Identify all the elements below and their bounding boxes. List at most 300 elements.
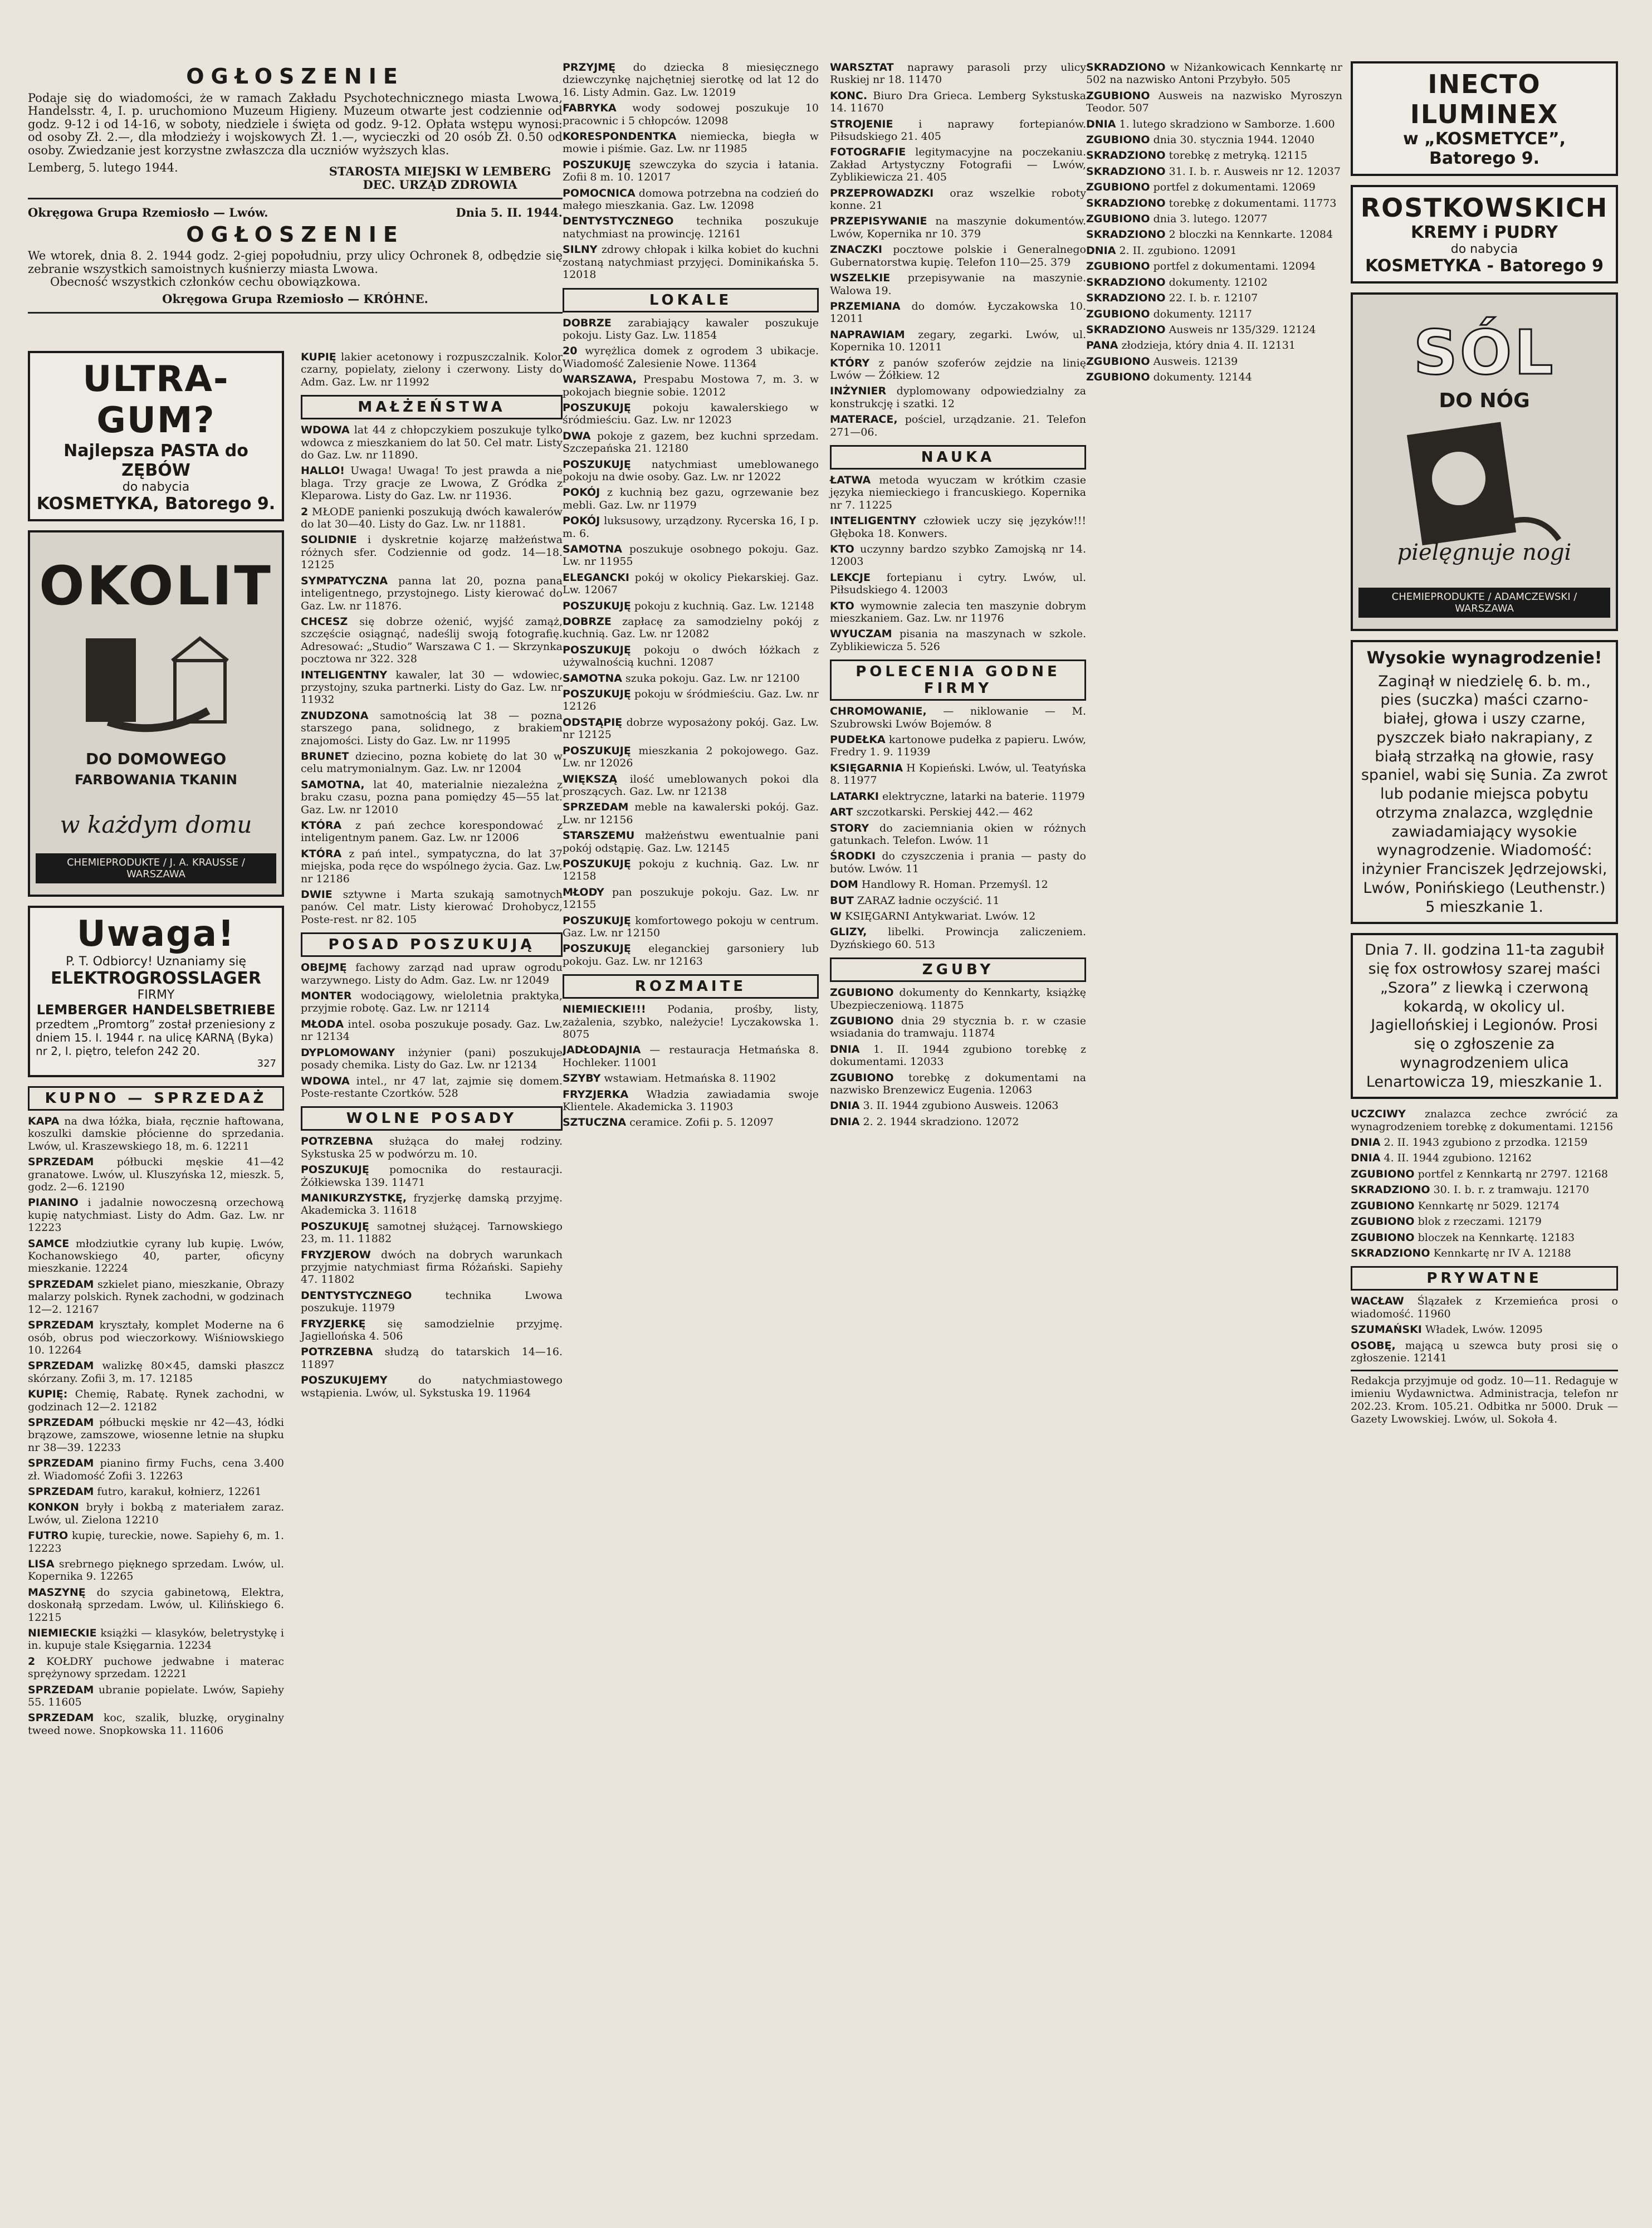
classified-keyword: STARSZEMU — [563, 829, 635, 842]
classified-text: książki — klasyków, beletrystykę i in. kupuje stale Księgarnia. 12234 — [28, 1627, 284, 1652]
classified-text: dyplomowany odpowiedzialny za konstrukcję i szatki. 12 — [830, 385, 1086, 410]
classified-ad — [830, 90, 1086, 115]
classified-ad — [563, 745, 819, 770]
notice-signature: Okręgowa Grupa Rzemiosło — KRÓHNE. — [162, 291, 428, 306]
classified-text: elektryczne, latarki na baterie. 11979 — [878, 790, 1085, 803]
classified-keyword: KUPIĘ — [301, 351, 336, 363]
classified-text: półbucki męskie 41—42 granatowe. Lwów, ul. Kluszyńska 12, mieszk. 5, godz. 2—6. 12190 — [28, 1156, 284, 1194]
fox-body: Dnia 7. II. godzina 11-ta zagubił się fox ostrowłosy szarej maści „Szora” z liewką i czerwoną kokardą, w okolicy ul. Jagiellońskiej i Legionów. Prosi się o zgłoszenie za wynagrodzeniem ulica Lenartowicza 19, mieszkanie 1. — [1365, 941, 1604, 1091]
classified-text: kawaler, lat 30 — wdowiec, przystojny, szuka partnerki. Listy do Gaz. Lw. nr 11932 — [301, 668, 563, 706]
classified-ad — [1086, 149, 1342, 162]
classified-text: pianino firmy Fuchs, cena 3.400 zł. Wiadomość Zofii 3. 12263 — [28, 1457, 284, 1482]
classified-text: do szycia gabinetową, Elektra, doskonałą sprzedam. Lwów, ul. Kilińskiego 6. 12215 — [28, 1586, 284, 1624]
classified-keyword: CHCESZ — [301, 615, 348, 628]
classified-text: MŁODE panienki poszukują dwóch kawalerów do lat 30—40. Listy do Gaz. Lw. nr 11881. — [301, 505, 563, 531]
ad-sol — [1351, 292, 1618, 631]
classified-text: fryzjerkę damską przyjmę. Akademicka 3. 11618 — [301, 1191, 563, 1217]
notice-body: Podaje się do wiadomości, że w ramach Zakładu Psychotechnicznego miasta Lwowa, Handelsstr. 4, I. p. uruchomiono Muzeum Higieny. Muzeum otwarte jest codziennie od godz. 9-12 i od 14-16, w soboty, niedziele i święta od godz. 9-12. Opłata wstępu wynosi: od osoby Zł. 2.—, dla młodzieży i wojskowych Zł. 1.—, wycieczki od 20 osób Zł. 0.50 od osoby. Zwiedzanie jest korzystne zwłaszcza dla uczniów wyższych klas. — [28, 91, 563, 157]
lokale-list — [563, 317, 819, 968]
classified-ad — [830, 272, 1086, 297]
malzenstwa-list — [301, 424, 563, 926]
classified-keyword: 20 — [563, 345, 578, 358]
classified-ad — [1086, 355, 1342, 368]
classified-keyword: SKRADZIONO — [1086, 61, 1166, 74]
classified-text: walizkę 80×45, damski płaszcz skórzany. Zofii 3, m. 17. 12185 — [28, 1360, 284, 1385]
classified-keyword: SPRZEDAM — [28, 1712, 94, 1724]
classified-text: wyrężlica domek z ogrodem 3 ubikacje. Wiadomość Zalesienie Nowe. 11364 — [563, 345, 819, 370]
classified-text: się dobrze ożenić, wyjść zamąż, szczęście osiągnąć, nadeślij swoją fotografię. Adresować: „Studio” Warszawa C 1. — Skrzynka pocztowa nr 322. 328 — [301, 615, 563, 666]
classified-text: wodociągowy, wieloletnia praktyka, przyjmie robotę. Gaz. Lw. nr 12114 — [301, 990, 563, 1015]
classified-ad — [830, 474, 1086, 511]
classified-ad — [563, 515, 819, 540]
classified-text: torebkę z metryką. 12115 — [1165, 149, 1308, 162]
classified-text: Uwaga! Uwaga! To jest prawda a nie blaga. Trzy gracje ze Lwowa, Z Gródka z Kleparowa. Listy do Gaz. Lw. nr 11936. — [301, 465, 563, 502]
classified-keyword: POSZUKUJĘ — [301, 1164, 369, 1176]
classified-keyword: DNIA — [1086, 244, 1116, 257]
ad-line: FARBOWANIA TKANIN — [75, 772, 237, 788]
classified-ad — [563, 458, 819, 483]
notice-note: Obecność wszystkich członków cechu obowiązkowa. — [50, 275, 361, 289]
classified-text: technika Lwowa poszukuje. 11979 — [301, 1289, 563, 1315]
nauka-list — [830, 474, 1086, 653]
classified-ad — [301, 1192, 563, 1217]
classified-keyword: DNIA — [830, 1100, 860, 1112]
classified-keyword: KTÓRA — [301, 847, 342, 860]
classified-ad — [830, 215, 1086, 240]
classified-ad — [28, 1115, 284, 1152]
ad-line: do nabycia — [122, 480, 190, 494]
classified-keyword: INTELIGENTNY — [830, 515, 917, 527]
classified-keyword: FRYZJEROW — [301, 1248, 371, 1261]
classified-keyword: ZGUBIONO — [830, 1014, 894, 1027]
classified-ad — [830, 1072, 1086, 1097]
classified-keyword: KONC. — [830, 89, 868, 102]
section-zguby: ZGUBY — [830, 957, 1086, 982]
zguby-list — [830, 986, 1086, 1128]
classified-keyword: JADŁODAJNIA — [563, 1044, 641, 1057]
classified-keyword: ZGUBIONO — [1086, 89, 1150, 102]
classified-text: znalazca zechce zwrócić za wynagrodzeniem torebkę z dokumentami. 12156 — [1351, 1108, 1618, 1133]
classified-keyword: PRZEMIANA — [830, 300, 901, 312]
classified-keyword: LEKCJE — [830, 571, 871, 584]
editorial-footer: Redakcja przyjmuje od godz. 10—11. Redaguje w imieniu Wydawnictwa. Administracja, telefon nr 202.23. Krom. 105.21. Odbitka nr 5000. Druk — Gazety Lwowskiej. Lwów, ul. Sokoła 4. — [1351, 1370, 1618, 1425]
section-lokale: LOKALE — [563, 288, 819, 312]
classified-ad — [301, 710, 563, 747]
classified-ad — [301, 819, 563, 844]
classified-keyword: POSZUKUJĘ — [563, 158, 631, 171]
classified-ad — [830, 571, 1086, 597]
notice-title: OGŁOSZENIE — [186, 222, 404, 247]
classified-ad — [1351, 1340, 1618, 1365]
classified-keyword: DENTYSTYCZNEGO — [563, 215, 674, 228]
classified-text: ilość umeblowanych pokoi dla proszących. Gaz. Lw. nr 12138 — [563, 773, 819, 798]
ad-line: FIRMY — [137, 988, 175, 1002]
notice-museum — [28, 65, 563, 191]
classified-text: i dyskretnie kojarzę małżeństwa różnych sfer. Codziennie od godz. 14—18. 12125 — [301, 534, 563, 571]
classified-ad — [830, 357, 1086, 382]
divider — [28, 198, 563, 199]
notice-header-right: Dnia 5. II. 1944. — [456, 206, 563, 220]
classified-ad — [301, 1249, 563, 1286]
classified-text: małżeństwu ewentualnie pani pokój odstąpię. Gaz. Lw. 12145 — [563, 829, 819, 854]
classified-ad — [830, 926, 1086, 951]
classified-text: intel. osoba poszukuje posady. Gaz. Lw. nr 12134 — [301, 1018, 563, 1043]
classified-ad — [1086, 260, 1342, 272]
classified-keyword: SKRADZIONO — [1086, 323, 1166, 336]
ad-line: KOSMETYKA - Batorego 9 — [1365, 256, 1604, 276]
classified-keyword: NIEMIECKIE — [28, 1627, 97, 1640]
classified-keyword: SPRZEDAM — [28, 1683, 94, 1696]
classified-text: kupię, tureckie, nowe. Sapiehy 6, m. 1. 12223 — [28, 1530, 284, 1555]
notice-header-left: Okręgowa Grupa Rzemiosło — Lwów. — [28, 206, 268, 220]
classified-keyword: MANIKURZYSTKĘ, — [301, 1191, 407, 1204]
classified-ad — [563, 858, 819, 883]
classified-keyword: INŻYNIER — [830, 385, 887, 398]
classified-keyword: KONKON — [28, 1501, 79, 1514]
classified-keyword: BUT — [830, 894, 854, 907]
classified-text: dnia 30. stycznia 1944. 12040 — [1150, 134, 1315, 146]
classified-text: szkielet piano, mieszkanie, Obrazy malarzy polskich. Rynek zachodni, w godzinach 12—2. 12167 — [28, 1278, 284, 1316]
classified-ad — [28, 1486, 284, 1498]
classified-keyword: MŁODY — [563, 886, 604, 898]
classified-keyword: 2 — [301, 505, 309, 518]
classified-keyword: ZGUBIONO — [1351, 1199, 1415, 1212]
classified-text: komfortowego pokoju w centrum. Gaz. Lw. nr 12150 — [563, 914, 819, 939]
warsztat-list — [830, 61, 1086, 438]
classified-text: pokoju z kuchnią. Gaz. Lw. nr 12158 — [563, 857, 819, 883]
classified-ad — [301, 779, 563, 816]
classified-text: portfel z Kennkartą nr 2797. 12168 — [1414, 1167, 1608, 1180]
ad-inecto — [1351, 61, 1618, 176]
sub-column-malzenstwa — [301, 351, 563, 1403]
classified-text: — restauracja Hetmańska 8. Hochleker. 11001 — [563, 1044, 819, 1069]
classified-ad — [830, 1116, 1086, 1128]
section-posad: POSAD POSZUKUJĄ — [301, 932, 563, 957]
classified-text: wstawiam. Hetmańska 8. 11902 — [600, 1072, 776, 1085]
classified-keyword: ZGUBIONO — [1351, 1215, 1415, 1228]
classified-keyword: FRYZJERKA — [563, 1088, 629, 1101]
classified-keyword: SPRZEDAM — [28, 1416, 94, 1429]
classified-keyword: POSZUKUJĘ — [563, 744, 631, 757]
classified-ad — [301, 1374, 563, 1399]
classified-ad — [1086, 134, 1342, 146]
classified-text: meble na kawalerski pokój. Gaz. Lw. nr 12156 — [563, 801, 819, 826]
lokale-top-list — [563, 61, 819, 281]
sub-column-ads — [28, 351, 284, 1740]
classified-text: intel., nr 47 lat, zajmie się domem. Poste-restante Czortków. 528 — [301, 1074, 563, 1100]
classified-ad — [830, 628, 1086, 653]
classified-keyword: KUPIĘ: — [28, 1388, 68, 1401]
classified-ad — [1086, 245, 1342, 257]
classified-keyword: PANA — [1086, 339, 1118, 352]
classified-keyword: SKRADZIONO — [1351, 1184, 1430, 1196]
classified-ad — [563, 402, 819, 427]
classified-text: srebrnego pięknego sprzedam. Lwów, ul. Kopernika 9. 12265 — [28, 1558, 284, 1583]
section-polecenia: POLECENIA GODNE FIRMY — [830, 659, 1086, 701]
ad-line: w „KOSMETYCE”, Batorego 9. — [1403, 129, 1566, 168]
ad-line: P. T. Odbiorcy! Uznaniamy się — [65, 955, 247, 969]
classified-keyword: PRZYJMĘ — [563, 61, 616, 74]
classified-text: koc, szalik, bluzkę, oryginalny tweed nowe. Snopkowska 11. 11606 — [28, 1712, 284, 1737]
classified-ad — [563, 486, 819, 511]
classified-text: KSIĘGARNI Antykwariat. Lwów. 12 — [841, 910, 1036, 922]
fox-notice — [1351, 933, 1618, 1099]
classified-keyword: KTO — [830, 599, 854, 612]
classified-ad — [28, 1627, 284, 1652]
classified-ad — [301, 1047, 563, 1072]
classified-keyword: SKRADZIONO — [1086, 197, 1166, 209]
classified-keyword: BRUNET — [301, 750, 349, 763]
classified-text: oraz wszelkie roboty konne. 21 — [830, 187, 1086, 212]
ad-okolit — [28, 530, 284, 897]
classified-keyword: DNIA — [1351, 1136, 1381, 1149]
classified-ad — [563, 716, 819, 741]
classified-ad — [563, 61, 819, 99]
classified-text: futro, karakuł, kołnierz, 12261 — [94, 1485, 262, 1498]
classified-ad — [1351, 1232, 1618, 1244]
classified-keyword: ZGUBIONO — [1086, 307, 1150, 320]
classified-text: zdrowy chłopak i kilka kobiet do kuchni zostaną natychmiast przyjęci. Dominikańska 5. 12018 — [563, 243, 819, 281]
classified-keyword: SKRADZIONO — [1086, 292, 1166, 305]
classified-text: Władzia zawiadamia swoje Klientele. Akademicka 3. 11903 — [563, 1088, 819, 1113]
classified-ad — [301, 465, 563, 502]
classified-text: panna lat 20, pozna pana inteligentnego, przystojnego. Listy kierować do Gaz. Lw. nr 11876. — [301, 574, 563, 612]
classified-ad — [563, 829, 819, 854]
classified-text: ceramice. Zofii p. 5. 12097 — [626, 1116, 774, 1129]
polecenia-list — [830, 705, 1086, 951]
notice-title: OGŁOSZENIE — [186, 64, 404, 89]
classified-ad — [563, 615, 819, 641]
ad-line: do nabycia — [1450, 242, 1518, 256]
classified-keyword: POKÓJ — [563, 515, 600, 527]
classified-ad — [301, 750, 563, 775]
classified-text: torebkę z dokumentami. 11773 — [1165, 197, 1337, 209]
classified-text: złodzieja, który dnia 4. II. 12131 — [1118, 339, 1296, 352]
classified-ad — [830, 385, 1086, 410]
classified-text: zapłacę za samodzielny pokój z kuchnią. Gaz. Lw. nr 12082 — [563, 615, 819, 641]
ad-footer: CHEMIEPRODUKTE / J. A. KRAUSSE / WARSZAWA — [36, 853, 276, 883]
classified-ad — [830, 1100, 1086, 1112]
classified-text: eleganckiej garsoniery lub pokoju. Gaz. Lw. nr 12163 — [563, 942, 819, 968]
classified-keyword: LISA — [28, 1558, 55, 1570]
classified-keyword: ZGUBIONO — [1086, 134, 1150, 146]
classified-keyword: PIANINO — [28, 1196, 79, 1209]
classified-ad — [1086, 181, 1342, 193]
section-rozmaite: ROZMAITE — [563, 974, 819, 999]
classified-keyword: WDOWA — [301, 424, 350, 437]
classified-ad — [830, 187, 1086, 212]
classified-keyword: ZGUBIONO — [1086, 355, 1150, 368]
classified-ad — [830, 600, 1086, 625]
ad-code: 327 — [257, 1058, 276, 1069]
notice-date: Lemberg, 5. lutego 1944. — [28, 161, 178, 175]
classified-ad — [563, 1116, 819, 1128]
classified-ad — [1086, 228, 1342, 241]
section-malzenstwa: MAŁŻEŃSTWA — [301, 395, 563, 419]
classified-ad — [28, 1416, 284, 1454]
classified-keyword: FRYZJERKĘ — [301, 1317, 366, 1330]
classified-keyword: POTRZEBNA — [301, 1135, 373, 1148]
classified-keyword: SPRZEDAM — [28, 1360, 94, 1372]
classified-text: 22. I. b. r. 12107 — [1165, 292, 1258, 305]
classified-ad — [1086, 213, 1342, 225]
classified-text: lakier acetonowy i rozpuszczalnik. Kolor czarny, popielaty, zielony i czerwony. Listy do Adm. Gaz. Lw. nr 11992 — [301, 351, 563, 388]
classified-text: 2. II. 1943 zgubiono z przodka. 12159 — [1380, 1136, 1588, 1149]
classified-text: uczynny bardzo szybko Zamojską nr 14. 12003 — [830, 543, 1086, 568]
classified-keyword: DNIA — [1086, 118, 1116, 130]
classified-ad — [1351, 1247, 1618, 1259]
classified-text: niemiecka, biegła w mowie i piśmie. Gaz. Lw. nr 11985 — [563, 130, 819, 155]
classified-text: pomocnika do restauracji. Żółkiewska 139. 11471 — [301, 1164, 563, 1189]
classified-text: Chemię, Rabatę. Rynek zachodni, w godzinach 12—2. 12182 — [28, 1388, 284, 1413]
classified-keyword: DOBRZE — [563, 316, 612, 329]
classified-ad — [830, 146, 1086, 183]
classified-ad — [1086, 324, 1342, 336]
classified-ad — [1086, 118, 1342, 130]
classified-ad — [830, 705, 1086, 730]
classified-text: pokoju z kuchnią. Gaz. Lw. 12148 — [631, 599, 814, 612]
classified-ad — [830, 910, 1086, 922]
ad-line: ELEKTROGROSSLAGER — [50, 969, 262, 988]
classified-keyword: PRZEPROWADZKI — [830, 187, 934, 199]
classified-text: Ausweis na nazwisko Myroszyn Teodor. 507 — [1086, 89, 1342, 115]
classified-text: bloczek na Kennkartę. 12183 — [1414, 1231, 1575, 1244]
classified-keyword: POSZUKUJĘ — [563, 643, 631, 656]
classified-keyword: ZGUBIONO — [830, 986, 894, 999]
ad-line: KOSMETYKA, Batorego 9. — [36, 494, 276, 514]
classified-ad — [563, 317, 819, 342]
classified-text: samotnej służącej. Tarnowskiego 23, m. 11. 11882 — [301, 1220, 563, 1245]
classified-text: fachowy zarząd nad upraw ogrodu warzywnego. Listy do Adm. Gaz. Lw. nr 12049 — [301, 961, 563, 986]
classified-ad — [1086, 90, 1342, 115]
classified-ad — [301, 534, 563, 571]
classified-keyword: SKRADZIONO — [1086, 228, 1166, 241]
classified-text: do domów. Łyczakowska 10. 12011 — [830, 300, 1086, 325]
notice-guild — [28, 206, 563, 305]
classified-ad — [1351, 1200, 1618, 1212]
ad-title: SÓL — [1413, 317, 1556, 388]
classified-ad — [563, 215, 819, 240]
notice-signature: STAROSTA MIEJSKI W LEMBERG DEC. URZĄD ZDROWIA — [329, 164, 551, 192]
classified-keyword: SKRADZIONO — [1086, 149, 1166, 162]
classified-text: Ślązałek z Krzemieńca prosi o wiadomość. 11960 — [1351, 1295, 1618, 1320]
classified-keyword: SZUMAŃSKI — [1351, 1323, 1422, 1336]
classified-text: z kuchnią bez gazu, ogrzewanie bez mebli. Gaz. Lw. nr 11979 — [563, 486, 819, 511]
classified-text: dnia 29 stycznia b. r. w czasie wsiadania do tramwaju. 11874 — [830, 1014, 1086, 1040]
classified-keyword: KSIĘGARNIA — [830, 761, 903, 774]
classified-text: do natychmiastowego wstąpienia. Lwów, ul. Sykstuska 19. 11964 — [301, 1374, 563, 1399]
classified-ad — [830, 895, 1086, 907]
classified-text: dwóch na dobrych warunkach przyjmie natychmiast firma Różański. Sapiehy 47. 11802 — [301, 1248, 563, 1286]
ad-footer: CHEMIEPRODUKTE / ADAMCZEWSKI / WARSZAWA — [1358, 588, 1610, 618]
ad-title: Uwaga! — [76, 913, 236, 955]
classified-ad — [563, 600, 819, 612]
classified-ad — [830, 543, 1086, 568]
classified-keyword: UCZCIWY — [1351, 1108, 1406, 1121]
classified-keyword: DWIE — [301, 888, 333, 901]
classified-keyword: SILNY — [563, 243, 598, 256]
classified-text: dokumenty. 12144 — [1150, 371, 1252, 384]
classified-text: Prespabu Mostowa 7, m. 3. w pokojach biegnie sobie. 12012 — [563, 373, 819, 398]
ad-title: INECTO ILUMINEX — [1410, 69, 1559, 129]
classified-text: dokumenty. 12102 — [1165, 276, 1268, 289]
classified-keyword: FABRYKA — [563, 102, 617, 115]
classified-ad — [563, 1044, 819, 1069]
classified-text: w Niżankowicach Kennkartę nr 502 na nazwisko Antoni Przybyło. 505 — [1086, 61, 1342, 86]
classified-keyword: MŁODA — [301, 1018, 344, 1030]
classified-keyword: POSZUKUJĘ — [563, 688, 631, 701]
classified-ad — [28, 1196, 284, 1234]
stolen-list — [1086, 61, 1342, 384]
classified-keyword: WSZELKIE — [830, 272, 891, 285]
classified-text: szuka pokoju. Gaz. Lw. nr 12100 — [622, 672, 800, 685]
classified-ad — [830, 329, 1086, 354]
classified-text: Kennkartę nr 5029. 12174 — [1414, 1199, 1560, 1212]
classified-keyword: SAMOTNA — [563, 543, 623, 555]
ad-line: Najlepsza PASTA do ZĘBÓW — [63, 441, 248, 480]
classified-keyword: KORESPONDENTKA — [563, 130, 677, 143]
classified-ad — [830, 734, 1086, 759]
classified-keyword: SAMCE — [28, 1237, 70, 1250]
classified-text: portfel z dokumentami. 12094 — [1150, 260, 1316, 273]
classified-keyword: ART — [830, 806, 853, 819]
notice-body: We wtorek, dnia 8. 2. 1944 godz. 2-giej popołudniu, przy ulicy Ochronek 8, odbędzie się zebranie wszystkich samoistnych kuśnierzy miasta Lwowa. — [28, 249, 563, 276]
classified-keyword: SPRZEDAM — [563, 801, 629, 814]
classified-text: do zaciemniania okien w różnych gatunkach. Telefon. Lwów. 11 — [830, 822, 1086, 847]
classified-keyword: POSZUKUJĘ — [301, 1220, 369, 1233]
classified-text: KOŁDRY puchowe jedwabne i materac sprężynowy sprzedam. 12221 — [28, 1655, 284, 1680]
classified-text: pan poszukuje pokoju. Gaz. Lw. nr 12155 — [563, 886, 819, 911]
classified-ad — [301, 506, 563, 531]
classified-ad — [301, 888, 563, 926]
classified-ad — [28, 1457, 284, 1482]
classified-text: dobrze wyposażony pokój. Gaz. Lw. nr 12125 — [563, 716, 819, 741]
classified-keyword: POSZUKUJEMY — [301, 1374, 388, 1387]
classified-text: domowa potrzebna na codzień do małego mieszkania. Gaz. Lw. 12098 — [563, 187, 819, 212]
classified-keyword: KAPA — [28, 1115, 60, 1127]
salt-package-icon — [1392, 417, 1570, 551]
classified-ad — [830, 822, 1086, 847]
classified-ad — [301, 961, 563, 986]
classified-ad — [830, 1043, 1086, 1068]
classified-keyword: ELEGANCKI — [563, 571, 630, 584]
classified-ad — [563, 571, 819, 597]
classified-ad — [830, 61, 1086, 86]
classified-keyword: POSZUKUJĘ — [563, 458, 631, 471]
classified-ad — [830, 118, 1086, 143]
classified-text: poszukuje osobnego pokoju. Gaz. Lw. nr 11955 — [563, 543, 819, 568]
classified-text: lat 44 z chłopczykiem poszukuje tylko wdowca z mieszkaniem do lat 50. Cel matr. Listy do Gaz. Lw. nr 11890. — [301, 424, 563, 462]
classified-text: na maszynie dokumentów. Lwów, Kopernika nr 10. 379 — [830, 215, 1086, 240]
classified-keyword: SPRZEDAM — [28, 1156, 94, 1169]
classified-ad — [563, 243, 819, 281]
classified-text: 2. 2. 1944 skradziono. 12072 — [859, 1115, 1019, 1128]
classified-text: — niklowanie — M. Szubrowski Lwów Bojemów. 8 — [830, 705, 1086, 730]
classified-ad — [1086, 61, 1342, 86]
classified-text: pokoju kawalerskiego w śródmieściu. Gaz. Lw. nr 12023 — [563, 401, 819, 427]
classified-keyword: LATARKI — [830, 790, 879, 803]
classified-ad — [28, 1360, 284, 1385]
classified-keyword: SOLIDNIE — [301, 534, 357, 546]
classified-text: naprawy parasoli przy ulicy Ruskiej nr 18. 11470 — [830, 61, 1086, 86]
classified-keyword: POSZUKUJĘ — [563, 914, 631, 927]
classified-text: Władek, Lwów. 12095 — [1421, 1323, 1543, 1336]
section-prywatne: PRYWATNE — [1351, 1266, 1618, 1291]
classified-ad — [28, 1530, 284, 1555]
classified-text: Ausweis nr 135/329. 12124 — [1165, 323, 1316, 336]
classified-text: Ausweis. 12139 — [1150, 355, 1238, 368]
classified-ad — [28, 1558, 284, 1583]
